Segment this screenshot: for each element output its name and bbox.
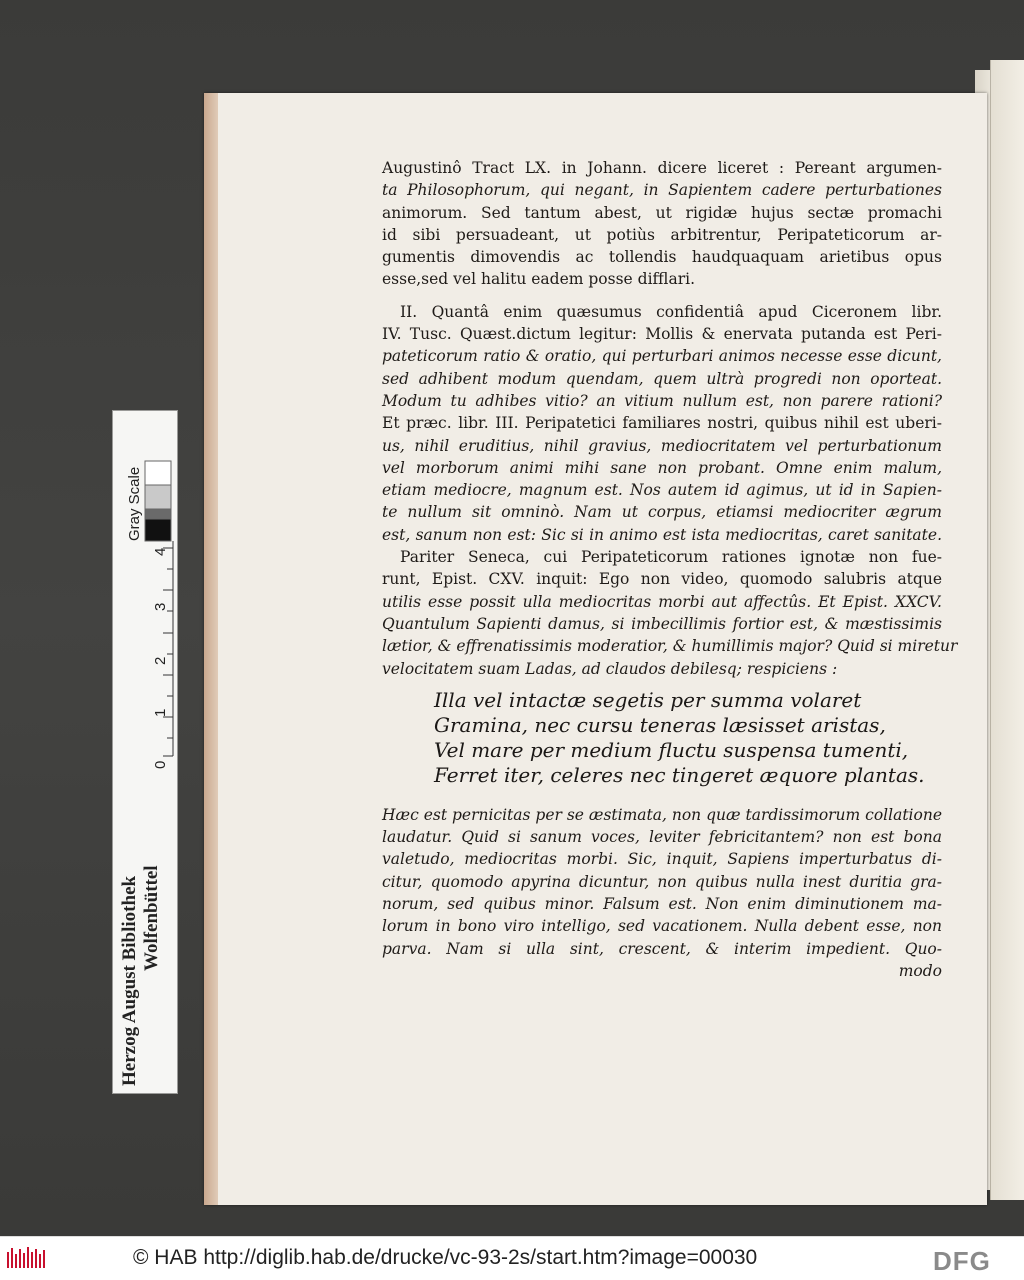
hab-barcode-logo-icon [6, 1246, 48, 1272]
ruler-graphic [113, 411, 177, 1093]
paragraph-1 [382, 157, 942, 291]
text-line: II. Quantâ enim quæsumus confidentiâ apud Ciceronem libr. [400, 302, 942, 321]
swatch-light-gray [145, 485, 171, 509]
text-line: us, nihil eruditius, nihil gravius, mediocritatem vel perturbationum [382, 436, 942, 455]
text-line: Augustinô Tract LX. in Johann. dicere liceret : Pereant argumen- [382, 159, 942, 177]
paragraph-3 [382, 804, 942, 982]
text-line: valetudo, mediocritas morbi. Sic, inquit, Sapiens imperturbatus di- [382, 850, 942, 869]
ruler-tick-label: 4 [152, 547, 169, 556]
text-line: ta Philosophorum, qui negant, in Sapientem cadere perturbationes [382, 181, 942, 200]
dfg-logo: DFG [933, 1246, 991, 1276]
text-line: gumentis dimovendis ac tollendis haudquaquam arietibus opus [382, 248, 942, 267]
gray-scale-label: Gray Scale [126, 466, 143, 541]
text-line: IV. Tusc. Quæst.dictum legitur: Mollis & enervata putanda est Peri- [382, 325, 942, 344]
page-gutter-edge [204, 93, 218, 1205]
text-line: laudatur. Quid si sanum voces, leviter febricitantem? non est bona [382, 828, 942, 847]
ruler-tick-label: 2 [152, 656, 169, 665]
text-line: runt, Epist. CXV. inquit: Ego non video, quomodo salubris atque [382, 570, 942, 589]
text-line: Quantulum Sapienti damus, si imbecillimis fortior est, & mæstissimis [382, 614, 942, 633]
text-line: te nullum sit omninò. Nam ut corpus, etiamsi mediocriter ægrum [382, 503, 942, 522]
swatch-white [145, 461, 171, 485]
text-line: pateticorum ratio & oratio, qui perturbari animos necesse esse dicunt, [382, 347, 942, 366]
footer-bar [0, 1236, 1024, 1280]
text-line: velocitatem suam Ladas, ad claudos debilesq; respiciens : [382, 659, 838, 678]
ruler-tick-label: 0 [152, 760, 169, 769]
verse-line: Ferret iter, celeres nec tingeret æquore plantas. [434, 762, 925, 787]
verse-line: Gramina, nec cursu teneras læsisset aristas, [434, 712, 886, 737]
paragraph-2 [382, 301, 958, 680]
text-line: id sibi persuadeant, ut potiùs arbitrentur, Peripateticorum ar- [382, 225, 942, 244]
text-line: Et præc. libr. III. Peripatetici familiares nostri, quibus nihil est uberi- [382, 414, 942, 433]
text-line: utilis esse possit ulla mediocritas morbi aut affectûs. Et Epist. XXCV. [382, 592, 942, 611]
text-line: norum, sed quibus minor. Falsum est. Non enim diminutionem ma- [382, 895, 942, 914]
ruler-institution-line1: Herzog August Bibliothek [119, 875, 140, 1086]
verse-quotation [434, 688, 942, 788]
text-line: Hæc est pernicitas per se æstimata, non quæ tardissimorum collatione [382, 805, 943, 824]
text-line: est, sanum non est: Sic si in animo est ista mediocritas, caret sanitate. [382, 525, 942, 544]
text-line: lætior, & effrenatissimis moderatior, & humillimis major? Quid si miretur [382, 637, 958, 656]
ruler-tick-label: 3 [152, 602, 169, 611]
text-line: sed adhibent modum quendam, quem ultrà progredi non oporteat. [382, 369, 942, 388]
ruler-ticks [163, 548, 173, 756]
text-line: etiam mediocre, magnum est. Nos autem id agimus, ut id in Sapien- [382, 481, 942, 500]
text-line: Modum tu adhibes vitio? an vitium nullum est, non parere rationi? [382, 391, 942, 410]
copyright-link[interactable]: © HAB http://diglib.hab.de/drucke/vc-93-2s/start.htm?image=00030 [133, 1246, 758, 1269]
ruler-institution-line2: Wolfenbüttel [141, 865, 162, 971]
ruler-tick-label: 1 [152, 708, 169, 717]
gray-scale-ruler [112, 410, 178, 1094]
text-line: Pariter Seneca, cui Peripateticorum rationes ignotæ non fue- [400, 548, 942, 567]
catchword: modo [898, 961, 942, 980]
text-line: parva. Nam si ulla sint, crescent, & interim impedient. Quo- [382, 939, 942, 958]
page-text [382, 157, 958, 982]
text-line: lorum in bono viro intelligo, sed vacationem. Nulla debent esse, non [382, 917, 942, 936]
text-line: vel morborum animi mihi sane non probant. Omne enim malum, [382, 458, 942, 477]
verse-line: Illa vel intactæ segetis per summa volaret [434, 687, 862, 712]
book-edge-outer [990, 60, 1024, 1200]
swatch-dark-gray [145, 509, 171, 519]
text-line: animorum. Sed tantum abest, ut rigidæ hujus sectæ promachi [382, 203, 942, 222]
swatch-black [145, 519, 171, 541]
text-line: citur, quomodo apyrina dicuntur, non quibus nulla inest duritia gra- [382, 872, 942, 891]
text-line: esse,sed vel halitu eadem posse difflari. [382, 270, 696, 289]
verse-line: Vel mare per medium fluctu suspensa tumenti, [434, 737, 909, 762]
